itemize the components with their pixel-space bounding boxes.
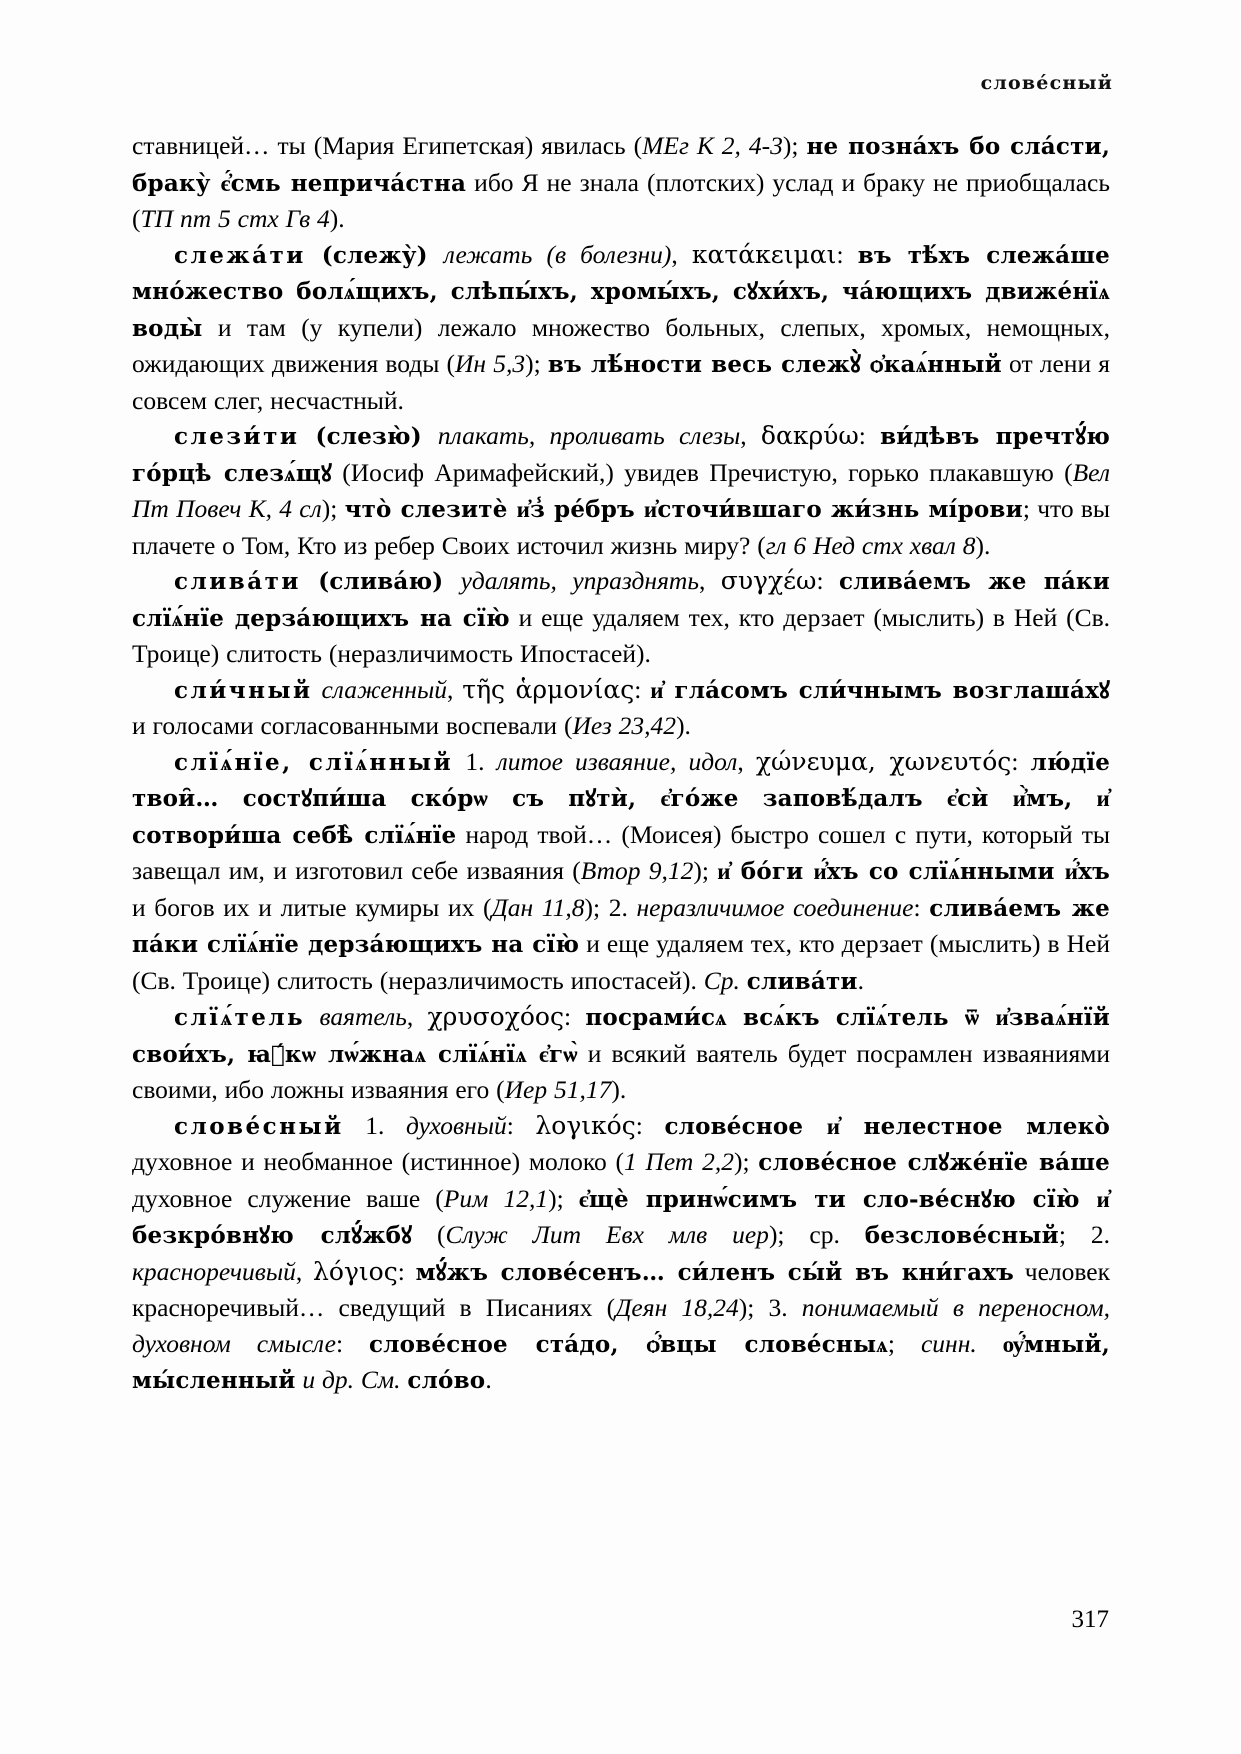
- text-column: [132, 128, 1110, 1399]
- slavonic-run: ѹ҆́мный, мы́сленный: [132, 1330, 1110, 1394]
- gloss-run: понимаемый в переносном, духовном смысле: [132, 1293, 1110, 1358]
- greek-run: τῆς ἁρμονίας: [462, 674, 635, 704]
- greek-run: λογικός: [535, 1110, 636, 1140]
- gloss-run: 1 Пет 2,2: [623, 1147, 734, 1176]
- text-run: (Иосиф Аримафейский,) увидев Пречистую, горько плакавшую (: [331, 457, 1073, 487]
- text-run: ); 2.: [584, 892, 637, 922]
- text-run: :: [816, 566, 839, 595]
- gloss-run: Деян 18,24: [615, 1293, 739, 1322]
- greek-run: κατάκειμαι: [691, 239, 837, 269]
- text-run: ;: [887, 1328, 921, 1358]
- gloss-run: плакать, проливать слезы: [437, 421, 741, 450]
- text-run: ).: [329, 204, 345, 233]
- text-run: :: [634, 674, 651, 704]
- entry-headword: слези́ти: [174, 423, 300, 450]
- text-run: );: [548, 1183, 579, 1213]
- slavonic-run: и҆ бо́ги и҆́хъ со слїѧ́нными и҆́хъ: [717, 858, 1110, 885]
- gloss-run: Иез 23,42: [572, 711, 677, 740]
- slavonic-run: слива́ти: [746, 967, 858, 995]
- text-run: духовное служение ваше (: [132, 1183, 444, 1213]
- greek-run: συγχέω: [720, 566, 817, 595]
- slavonic-run: сло́во: [407, 1367, 486, 1394]
- dictionary-entry: [132, 744, 1110, 1000]
- slavonic-run: (слежу̀): [305, 241, 444, 269]
- text-run: ,: [737, 746, 756, 776]
- dictionary-entry: [132, 418, 1110, 563]
- text-run: :: [506, 1110, 536, 1140]
- text-run: );: [733, 1147, 759, 1176]
- text-run: ; 2.: [1058, 1220, 1110, 1249]
- gloss-run: Рим 12,1: [443, 1183, 549, 1213]
- slavonic-run: (слезю̀): [299, 423, 438, 450]
- gloss-run: ТП пт 5 стх Гв 4: [140, 204, 330, 233]
- text-run: ибо Я не знала (плотских) услад и браку не приобщалась (: [132, 167, 1110, 233]
- gloss-run: литое изваяние, идол: [496, 746, 738, 776]
- slavonic-run: что̀ слезитѐ и҆з̾ ре́бръ и҆сточи́вшаго жи́знь мі́рови: [344, 496, 1023, 523]
- gloss-run: Служ Лит Евх млв иер: [445, 1220, 769, 1249]
- slavonic-run: слове́сное слꙋже́нїе ва́ше: [758, 1149, 1110, 1176]
- slavonic-run: слива́емъ же па́ки слїѧ́нїе дерза́ющихъ на сїю̀: [132, 568, 1110, 632]
- slavonic-run: лю́дїе твои̑… состꙋпи́ша ско́рѡ съ пꙋтѝ, є҆го́же заповѣ́далъ є҆сѝ и҆̀мъ, и҆ сотвори́ша себѣ̀ слїѧ́нїе: [132, 748, 1111, 849]
- text-run: ).: [611, 1075, 627, 1104]
- text-run: :: [1011, 746, 1031, 776]
- greek-run: χρυσοχόος: [427, 1002, 564, 1031]
- dictionary-entry: [132, 237, 1110, 419]
- text-run: и голосами согласованными воспевали (: [132, 711, 573, 740]
- text-run: :: [836, 239, 858, 269]
- text-run: :: [635, 1110, 665, 1140]
- entry-headword: слїѧ́нїе, слїѧ́нный: [174, 748, 454, 776]
- text-run: );: [693, 856, 718, 885]
- gloss-run: синн.: [920, 1328, 1003, 1358]
- text-run: человек красноречивый… сведущий в Писаниях (: [132, 1256, 1110, 1322]
- gloss-run: Дан 11,8: [491, 892, 585, 922]
- entry-headword: слове́сный: [174, 1112, 344, 1140]
- text-run: и богов их и литые кумиры их (: [132, 892, 492, 922]
- text-run: ставницей… ты (Мария Египетская) явилась (: [132, 131, 643, 160]
- text-run: ).: [975, 530, 991, 560]
- entry-headword: сли́чный: [174, 676, 313, 704]
- slavonic-run: слове́сное и҆ нелестное млеко̀: [664, 1112, 1110, 1140]
- slavonic-run: въ тѣ́хъ слежа́ше мно́жество болѧ́щихъ, слѣпы́хъ, хромы́хъ, сꙋхи́хъ, ча́ющихъ движе́нїѧ воды̀: [132, 241, 1110, 342]
- gloss-run: Втор 9,12: [580, 856, 694, 885]
- text-run: 1.: [343, 1110, 406, 1140]
- text-run: (: [412, 1220, 446, 1249]
- text-run: ); ср.: [768, 1220, 865, 1249]
- text-run: :: [913, 892, 930, 922]
- slavonic-run: слове́сное ста́до, ѻ҆́вцы слове́сныѧ: [369, 1330, 888, 1358]
- text-run: ,: [671, 239, 692, 269]
- text-run: :: [858, 421, 881, 450]
- dictionary-entry: [132, 999, 1110, 1108]
- text-run: ,: [406, 1002, 428, 1031]
- dictionary-entry: [132, 563, 1110, 672]
- gloss-run: лежать (в болезни): [443, 239, 672, 269]
- text-run: ,: [740, 421, 761, 450]
- gloss-run: слаженный: [312, 674, 447, 704]
- gloss-run: удалять, упразднять: [460, 566, 699, 595]
- slavonic-run: безслове́сный: [864, 1222, 1059, 1249]
- gloss-run: Иер 51,17: [504, 1075, 612, 1104]
- text-run: ,: [698, 566, 721, 595]
- text-run: :: [563, 1002, 586, 1031]
- entry-headword: слїѧ́тель: [174, 1004, 306, 1031]
- page-number: 317: [1071, 1606, 1109, 1633]
- dictionary-entry: [132, 672, 1110, 744]
- entry-headword: слива́ти: [174, 568, 301, 595]
- slavonic-run: посрами́сѧ всѧ́къ слїѧ́тель ѿ и҆зваѧ́нїй свои́хъ, ꙗ҆́кѡ лѡ́жнаѧ слїѧ́нїѧ є҆гѡ̀: [132, 1004, 1110, 1068]
- greek-run: λόγιος: [313, 1256, 398, 1286]
- text-run: ,: [446, 674, 463, 704]
- slavonic-run: мꙋ́жъ слове́сенъ… си́ленъ сы́й въ кни́гахъ: [415, 1258, 1014, 1286]
- gloss-run: Ср.: [703, 965, 747, 995]
- text-run: и еще удаляем тех, кто дерзает (мыслить) в Ней (Св. Троице) слитость (неразличимость ипостасей).: [132, 929, 1110, 995]
- text-run: .: [857, 965, 865, 995]
- gloss-run: Ин 5,3: [455, 349, 526, 378]
- text-run: :: [397, 1256, 416, 1286]
- dictionary-entry: [132, 1108, 1110, 1399]
- text-run: );: [525, 349, 548, 378]
- text-run: :: [335, 1328, 370, 1358]
- entry-continuation: [132, 128, 1110, 237]
- text-run: .: [485, 1365, 492, 1394]
- text-run: 1.: [453, 746, 497, 776]
- text-run: ; что вы плачете о Том, Кто из ребер Своих источил жизнь миру? (: [132, 494, 1111, 560]
- gloss-run: МЕг К 2, 4-3: [642, 131, 783, 160]
- text-run: духовное и необманное (истинное) молоко (: [132, 1147, 624, 1176]
- slavonic-run: є҆щѐ принѡ́симъ ти сло-ве́снꙋю сїю̀ и҆ безкро́внꙋю слꙋ́жбꙋ: [132, 1185, 1110, 1249]
- slavonic-run: слива́емъ же па́ки слїѧ́нїе дерза́ющихъ на сїю̀: [132, 894, 1110, 958]
- gloss-run: неразличимое соединение: [636, 892, 914, 922]
- text-run: народ твой… (Моисея) быстро сошел с пути, который ты завещал им, и изготовил себе изваяния (: [132, 819, 1110, 885]
- gloss-run: красноречивый: [132, 1256, 296, 1286]
- text-run: );: [782, 131, 807, 160]
- greek-run: χώνευμα, χωνευτός: [755, 746, 1012, 776]
- text-run: ); 3.: [738, 1293, 802, 1322]
- slavonic-run: не позна́хъ бо сла́сти, браку̀ є҆́смь неприча́стна: [132, 133, 1111, 197]
- gloss-run: гл 6 Нед стх хвал 8: [765, 530, 976, 560]
- slavonic-run: ви́дѣвъ пречтꙋ́ю го́рцѣ слезѧ́щꙋ: [132, 423, 1110, 487]
- text-run: от лени я совсем слег, несчастный.: [132, 349, 1110, 415]
- gloss-run: духовный: [406, 1110, 507, 1140]
- text-run: и там (у купели) лежало множество больных, слепых, хромых, немощных, ожидающих движения воды (: [132, 312, 1110, 378]
- slavonic-run: въ лѣ́ности весь слежꙋ̀ ѻ҆каѧ́нный: [547, 351, 1002, 378]
- text-run: ,: [295, 1256, 314, 1286]
- gloss-run: ваятель: [305, 1002, 407, 1031]
- text-run: и всякий ваятель будет посрамлен изваяниями своими, ибо ложны изваяния его (: [132, 1038, 1110, 1104]
- running-head: слове́сный: [980, 72, 1113, 94]
- greek-run: δακρύω: [760, 421, 859, 450]
- slavonic-run: и҆ гла́сомъ сли́чнымъ возглаша́хꙋ: [650, 676, 1110, 704]
- text-run: ).: [676, 711, 691, 740]
- text-run: );: [321, 494, 345, 523]
- text-run: и еще удаляем тех, кто дерзает (мыслить) в Ней (Св. Троице) слитость (неразличимость Ипостасей).: [132, 602, 1110, 668]
- entry-headword: слежа́ти: [174, 241, 306, 269]
- gloss-run: и др. См.: [295, 1365, 408, 1394]
- gloss-run: Вел Пт Повеч К, 4 сл: [132, 457, 1110, 523]
- slavonic-run: (слива́ю): [300, 568, 461, 595]
